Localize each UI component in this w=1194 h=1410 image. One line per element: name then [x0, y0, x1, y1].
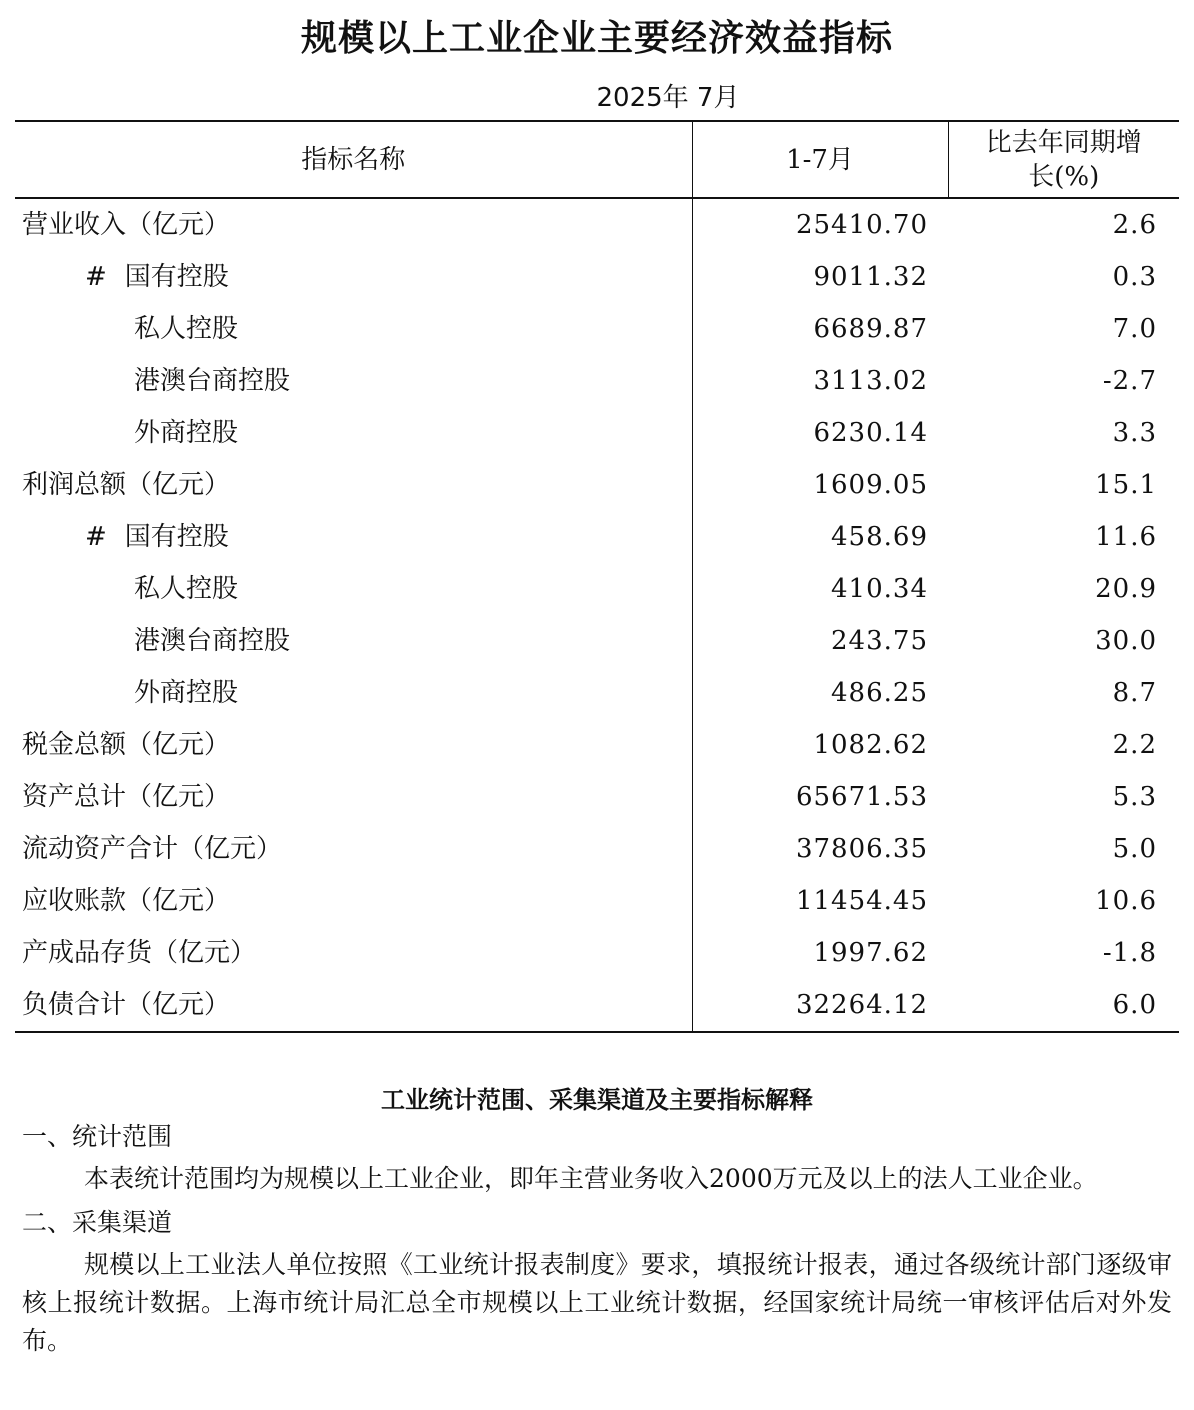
header-yoy-growth-line2: 长(%) [1028, 161, 1100, 192]
row-label-cell [15, 511, 692, 563]
row-growth: -1.8 [1102, 938, 1157, 968]
notes-section-heading: 一、统计范围 [22, 1122, 173, 1151]
notes-section-heading: 二、采集渠道 [22, 1208, 173, 1237]
table-row [15, 875, 1179, 927]
indicator-table-container [15, 120, 1179, 1033]
table-row [15, 563, 1179, 615]
row-growth: 2.6 [1112, 210, 1157, 240]
table-row [15, 198, 1179, 251]
row-growth: 30.0 [1095, 626, 1157, 656]
row-label: 营业收入（亿元） [22, 210, 231, 240]
notes-section-paragraph: 规模以上工业法人单位按照《工业统计报表制度》要求，填报统计报表，通过各级统计部门逐级审核上报统计数据。上海市统计局汇总全市规模以上工业统计数据，经国家统计局统一审核评估后对外发布。 [22, 1250, 1172, 1355]
row-growth: 7.0 [1112, 314, 1157, 344]
table-row [15, 303, 1179, 355]
table-row [15, 719, 1179, 771]
row-value: 243.75 [692, 615, 948, 667]
table-row [15, 979, 1179, 1032]
notes-title: 工业统计范围、采集渠道及主要指标解释 [381, 1086, 813, 1114]
row-growth: 0.3 [1112, 262, 1157, 292]
row-label: 产成品存货（亿元） [22, 938, 257, 968]
row-label: 私人控股 [134, 574, 239, 604]
header-indicator-name: 指标名称 [15, 121, 692, 198]
table-header-row [15, 121, 1179, 198]
row-value: 6689.87 [692, 303, 948, 355]
row-label: 税金总额（亿元） [22, 730, 231, 760]
header-yoy-growth-line1: 比去年同期增 [985, 127, 1142, 158]
row-value: 37806.35 [692, 823, 948, 875]
row-label: 应收账款（亿元） [22, 886, 231, 916]
row-value: 1609.05 [692, 459, 948, 511]
header-yoy-growth [948, 121, 1179, 198]
row-growth: 3.3 [1112, 418, 1157, 448]
row-prefix: # [85, 522, 107, 552]
table-row [15, 355, 1179, 407]
row-value: 6230.14 [692, 407, 948, 459]
row-growth: 20.9 [1095, 574, 1157, 604]
notes-section-paragraph: 本表统计范围均为规模以上工业企业，即年主营业务收入2000万元及以上的法人工业企业。 [84, 1164, 1098, 1193]
row-growth: 10.6 [1095, 886, 1157, 916]
table-row [15, 771, 1179, 823]
header-period-value: 1-7月 [692, 121, 948, 198]
row-label: 负债合计（亿元） [15, 979, 692, 1032]
table-row [15, 407, 1179, 459]
row-growth: 5.3 [1112, 782, 1157, 812]
table-row [15, 615, 1179, 667]
notes-body [22, 1118, 1172, 1366]
row-value: 65671.53 [692, 771, 948, 823]
row-value: 1082.62 [692, 719, 948, 771]
row-value: 9011.32 [692, 251, 948, 303]
indicator-table [15, 120, 1179, 1033]
row-value: 458.69 [692, 511, 948, 563]
row-label: 港澳台商控股 [134, 366, 291, 396]
row-growth: 2.2 [1112, 730, 1157, 760]
page-title: 规模以上工业企业主要经济效益指标 [300, 18, 893, 59]
row-growth: 15.1 [1095, 470, 1157, 500]
row-label: 私人控股 [134, 314, 239, 344]
row-growth: 11.6 [1095, 522, 1157, 552]
row-growth: 5.0 [1112, 834, 1157, 864]
row-label: 港澳台商控股 [134, 626, 291, 656]
row-value: 25410.70 [692, 198, 948, 251]
row-label: 国有控股 [124, 522, 229, 552]
table-row [15, 251, 1179, 303]
row-label: 利润总额（亿元） [22, 470, 231, 500]
row-value: 410.34 [692, 563, 948, 615]
table-row [15, 667, 1179, 719]
row-label: 外商控股 [134, 678, 239, 708]
row-growth: 8.7 [1112, 678, 1157, 708]
row-label: 国有控股 [124, 262, 229, 292]
row-value: 32264.12 [692, 979, 948, 1032]
row-growth: 6.0 [948, 979, 1179, 1032]
row-label: 外商控股 [134, 418, 239, 448]
table-row [15, 927, 1179, 979]
row-label: 流动资产合计（亿元） [22, 834, 283, 864]
table-row [15, 823, 1179, 875]
row-prefix: # [85, 262, 107, 292]
table-row [15, 459, 1179, 511]
row-label: 资产总计（亿元） [22, 782, 231, 812]
row-label-cell [15, 251, 692, 303]
row-value: 1997.62 [692, 927, 948, 979]
report-period: 2025年 7月 [596, 83, 740, 113]
row-value: 3113.02 [692, 355, 948, 407]
row-growth: -2.7 [1102, 366, 1157, 396]
table-row [15, 511, 1179, 563]
row-value: 11454.45 [692, 875, 948, 927]
row-value: 486.25 [692, 667, 948, 719]
